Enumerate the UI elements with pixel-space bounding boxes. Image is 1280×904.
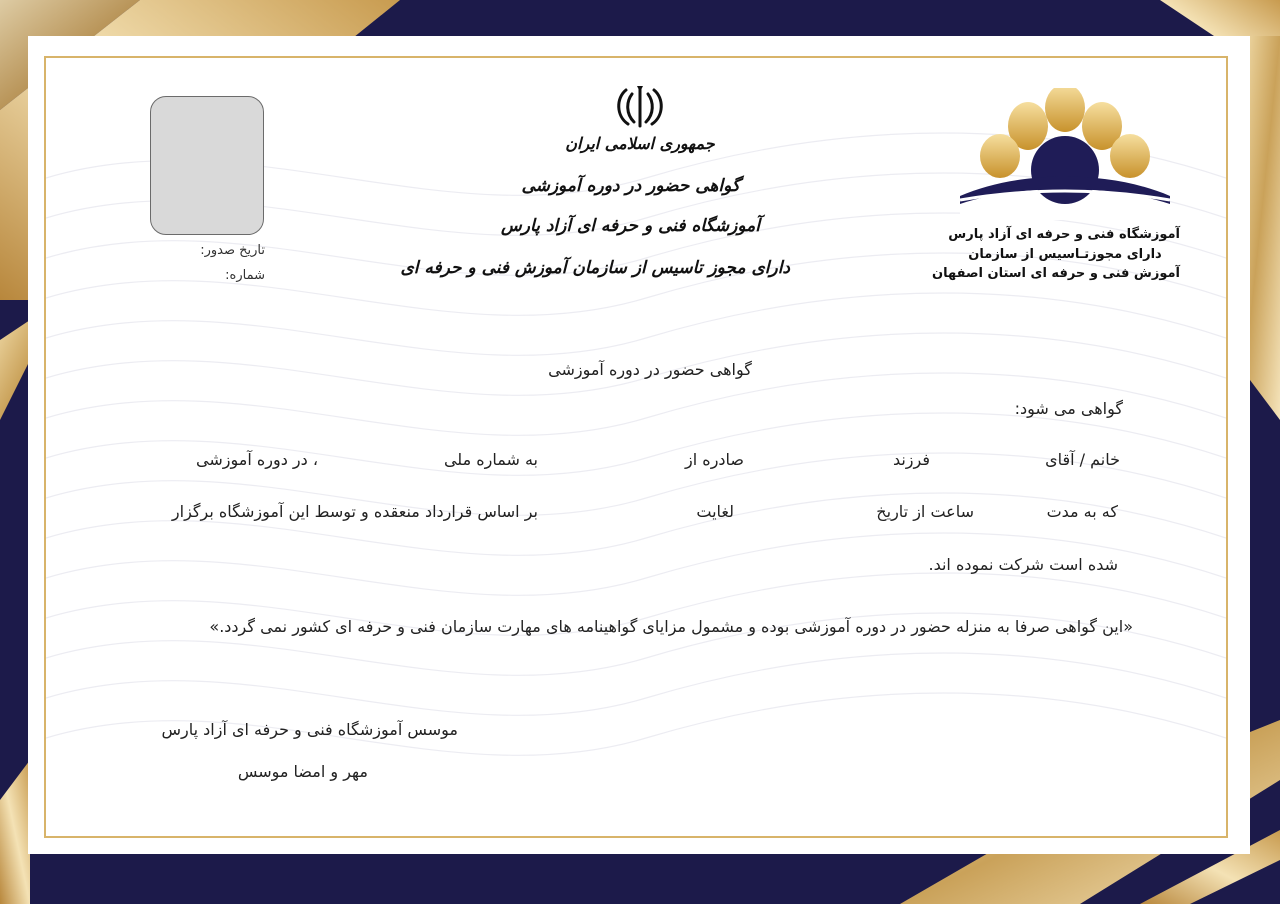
certificate-intro: گواهی می شود: bbox=[1014, 399, 1123, 418]
logo-school-name: آموزشگاه فنی و حرفه ای آزاد پارس bbox=[948, 227, 1180, 242]
signature-stamp: مهر و امضا موسس bbox=[237, 762, 368, 781]
iran-emblem-icon bbox=[612, 84, 668, 130]
certificate-notice: «این گواهی صرفا به منزله حضور در دوره آموزشی بوده و مشمول مزایای گواهینامه های مهارت سازمان فنی و حرفه ای کشور نمی گردد.» bbox=[209, 617, 1133, 636]
header-republic: جمهوری اسلامی ایران bbox=[565, 134, 715, 153]
label-issued-from: صادره از bbox=[685, 450, 744, 469]
number-label: شماره: bbox=[225, 268, 265, 283]
logo-organization: آموزش فنی و حرفه ای استان اصفهان bbox=[932, 266, 1180, 281]
label-contract: بر اساس قرارداد منعقده و توسط این آموزشگاه برگزار bbox=[171, 502, 538, 521]
signature-founder: موسس آموزشگاه فنی و حرفه ای آزاد پارس bbox=[161, 720, 458, 739]
label-hours-from-date: ساعت از تاریخ bbox=[876, 502, 974, 521]
header-school: آموزشگاه فنی و حرفه ای آزاد پارس bbox=[501, 216, 760, 236]
school-logo-icon bbox=[960, 88, 1170, 220]
label-until: لغایت bbox=[696, 502, 734, 521]
label-mr-mrs: خانم / آقای bbox=[1045, 450, 1120, 469]
label-duration: که به مدت bbox=[1046, 502, 1118, 521]
logo-license: دارای مجوزتـاسیس از سازمان bbox=[968, 247, 1162, 262]
issue-date-label: تاریخ صدور: bbox=[200, 243, 265, 258]
header-license: دارای مجوز تاسیس از سازمان آموزش فنی و حرفه ای bbox=[400, 258, 790, 278]
label-in-course: ، در دوره آموزشی bbox=[196, 450, 318, 469]
header-certificate: گواهی حضور در دوره آموزشی bbox=[521, 176, 740, 196]
label-national-id: به شماره ملی bbox=[443, 450, 538, 469]
certificate-row3: شده است شرکت نموده اند. bbox=[928, 555, 1118, 574]
certificate-title: گواهی حضور در دوره آموزشی bbox=[548, 360, 752, 379]
label-child-of: فرزند bbox=[892, 450, 930, 469]
photo-placeholder bbox=[150, 96, 264, 235]
